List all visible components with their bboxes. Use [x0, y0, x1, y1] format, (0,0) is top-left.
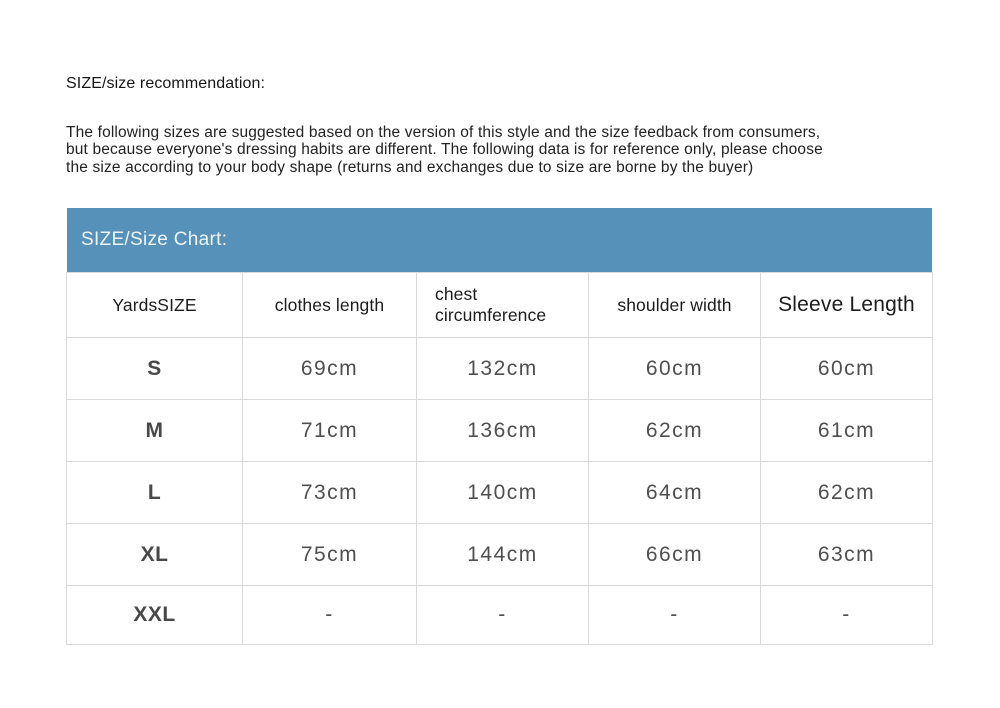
table-row-s — [67, 338, 933, 400]
column-header-yards-size: YardsSIZE — [67, 273, 243, 338]
size-recommendation-text — [66, 124, 823, 176]
table-row-l — [67, 462, 933, 524]
column-header-clothes-length: clothes length — [243, 273, 417, 338]
chest-circumference-value: 132cm — [417, 338, 589, 400]
column-header-chest-circumference — [417, 273, 589, 338]
shoulder-width-value: 62cm — [589, 400, 761, 462]
sleeve-length-value: 60cm — [761, 338, 933, 400]
shoulder-width-value: 66cm — [589, 524, 761, 586]
clothes-length-value: 71cm — [243, 400, 417, 462]
description-line-2: but because everyone's dressing habits are different. The following data is for reference only, please choose — [66, 141, 823, 159]
size-label: M — [67, 400, 243, 462]
chest-circumference-value: 136cm — [417, 400, 589, 462]
clothes-length-value: 69cm — [243, 338, 417, 400]
size-recommendation-title: SIZE/size recommendation: — [66, 75, 266, 92]
size-chart-banner-title: SIZE/Size Chart: — [81, 229, 228, 250]
clothes-length-value: 73cm — [243, 462, 417, 524]
chest-circumference-value: 140cm — [417, 462, 589, 524]
size-label: XXL — [67, 586, 243, 645]
size-chart-table — [66, 272, 933, 645]
table-row-m — [67, 400, 933, 462]
column-header-shoulder-width: shoulder width — [589, 273, 761, 338]
column-header-chest-circumference-label: chest circumference — [435, 284, 547, 325]
size-label: S — [67, 338, 243, 400]
chest-circumference-value: 144cm — [417, 524, 589, 586]
table-row-xl — [67, 524, 933, 586]
column-header-sleeve-length: Sleeve Length — [761, 273, 933, 338]
description-line-1: The following sizes are suggested based on the version of this style and the size feedback from consumers, — [66, 124, 821, 141]
sleeve-length-value: 62cm — [761, 462, 933, 524]
size-label: XL — [67, 524, 243, 586]
sleeve-length-value: - — [761, 586, 933, 645]
chest-circumference-value: - — [417, 586, 589, 645]
shoulder-width-value: 60cm — [589, 338, 761, 400]
sleeve-length-value: 63cm — [761, 524, 933, 586]
table-row-xxl — [67, 586, 933, 645]
description-line-3: the size according to your body shape (returns and exchanges due to size are borne by the buyer) — [66, 158, 754, 176]
shoulder-width-value: - — [589, 586, 761, 645]
clothes-length-value: 75cm — [243, 524, 417, 586]
clothes-length-value: - — [243, 586, 417, 645]
size-chart-banner — [67, 208, 932, 272]
shoulder-width-value: 64cm — [589, 462, 761, 524]
size-label: L — [67, 462, 243, 524]
sleeve-length-value: 61cm — [761, 400, 933, 462]
table-header-row — [67, 273, 933, 338]
